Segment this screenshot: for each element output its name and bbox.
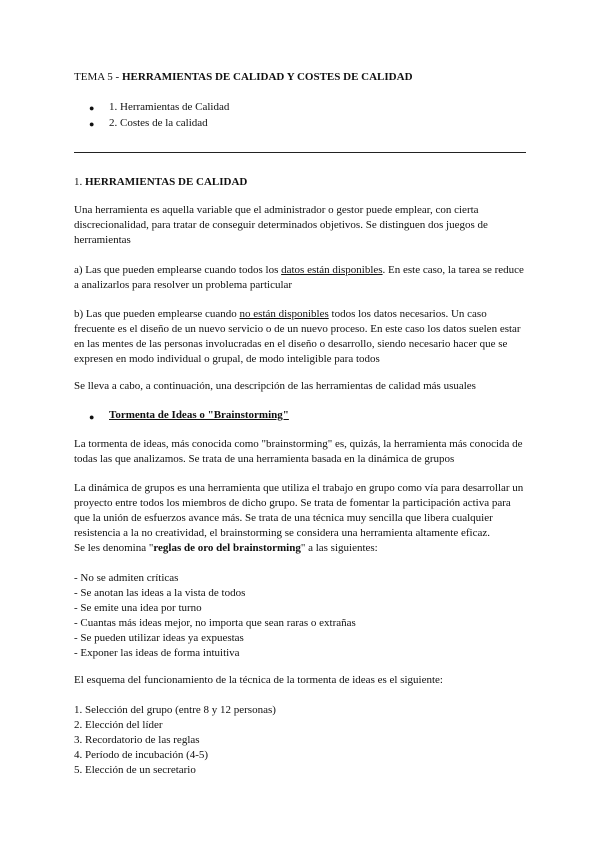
- rule-item: - Se anotan las ideas a la vista de todos: [74, 587, 246, 599]
- paragraph-d: La tormenta de ideas, más conocida como "brainstorming" es, quizás, la herramienta más conocida de todas las que analizamos. Se trata de una herramienta basada en la dinámica de grupos: [74, 438, 523, 465]
- section-number: 1.: [74, 176, 85, 188]
- bullet-dot: ●: [89, 412, 95, 422]
- rules-intro-bold: reglas de oro del brainstorming: [153, 542, 301, 554]
- step-item: 3. Recordatorio de las reglas: [74, 734, 200, 746]
- para-b-before: b) Las que pueden emplearse cuando: [74, 308, 240, 320]
- rules-intro-after: " a las siguientes:: [300, 542, 378, 554]
- intro-paragraph: Una herramienta es aquella variable que el administrador o gestor puede emplear, con cierta discrecionalidad, para tratar de conseguir determinados objetivos. Se distinguen dos juegos de herramientas: [74, 204, 488, 246]
- rule-item: - Se pueden utilizar ideas ya expuestas: [74, 632, 244, 644]
- schema-intro: El esquema del funcionamiento de la técnica de la tormenta de ideas es el siguiente:: [74, 674, 443, 686]
- paragraph-a: [74, 263, 526, 293]
- rule-item: - Se emite una idea por turno: [74, 602, 202, 614]
- section-title: HERRAMIENTAS DE CALIDAD: [85, 176, 248, 188]
- para-a-before: a) Las que pueden emplearse cuando todos los: [74, 264, 282, 276]
- paragraph-e: La dinámica de grupos es una herramienta que utiliza el trabajo en grupo como vía para desarrollar un proyecto entre todos los miembros de dicho grupo. Se trata de fomentar la participación activa para que la unión de esfuerzos avance más. Se trata de una técnica muy sencilla que libera cualquier resistencia a la no creatividad, el brainstorming se considera una herramienta altamente eficaz.: [74, 482, 524, 539]
- rule-item: - Exponer las ideas de forma intuitiva: [74, 647, 240, 659]
- bullet-dot: ●: [89, 119, 95, 129]
- para-b-after: todos los datos necesarios. Un caso frecuente es el diseño de un nuevo servicio o de un nuevo proceso. En este caso los datos suelen estar en las mentes de las personas involucradas en el diseño o desarrollo, siendo necesario hacer que se expresen en modo individual o grupal, de modo inteligible para todos: [74, 308, 521, 365]
- toc-item-2[interactable]: 2. Costes de la calidad: [109, 117, 208, 129]
- paragraph-c: Se lleva a cabo, a continuación, una descripción de las herramientas de calidad más usuales: [74, 380, 476, 392]
- rule-item: - No se admiten críticas: [74, 572, 179, 584]
- rule-item: - Cuantas más ideas mejor, no importa que sean raras o extrañas: [74, 617, 356, 629]
- para-a-underlined: datos están disponibles: [281, 264, 383, 276]
- title-prefix: TEMA 5 -: [74, 71, 122, 83]
- para-b-underlined: no están disponibles: [239, 308, 329, 320]
- title-text: HERRAMIENTAS DE CALIDAD Y COSTES DE CALIDAD: [121, 71, 413, 83]
- section-heading: [74, 176, 247, 188]
- rules-intro-before: Se les denomina ": [74, 542, 154, 554]
- divider: [74, 152, 526, 153]
- paragraph-b: [74, 307, 526, 367]
- toc-item-1[interactable]: 1. Herramientas de Calidad: [109, 101, 230, 113]
- page-title: [74, 71, 413, 83]
- brainstorm-heading: Tormenta de Ideas o "Brainstorming": [109, 409, 289, 421]
- step-item: 4. Período de incubación (4-5): [74, 749, 209, 761]
- step-item: 2. Elección del líder: [74, 719, 163, 731]
- step-item: 5. Elección de un secretario: [74, 764, 196, 776]
- rules-intro: [74, 542, 378, 554]
- step-item: 1. Selección del grupo (entre 8 y 12 personas): [74, 704, 276, 716]
- bullet-dot: ●: [89, 103, 95, 113]
- para-a-after: . En este caso, la tarea se reduce a analizarlos para resolver un problema particular: [74, 264, 524, 291]
